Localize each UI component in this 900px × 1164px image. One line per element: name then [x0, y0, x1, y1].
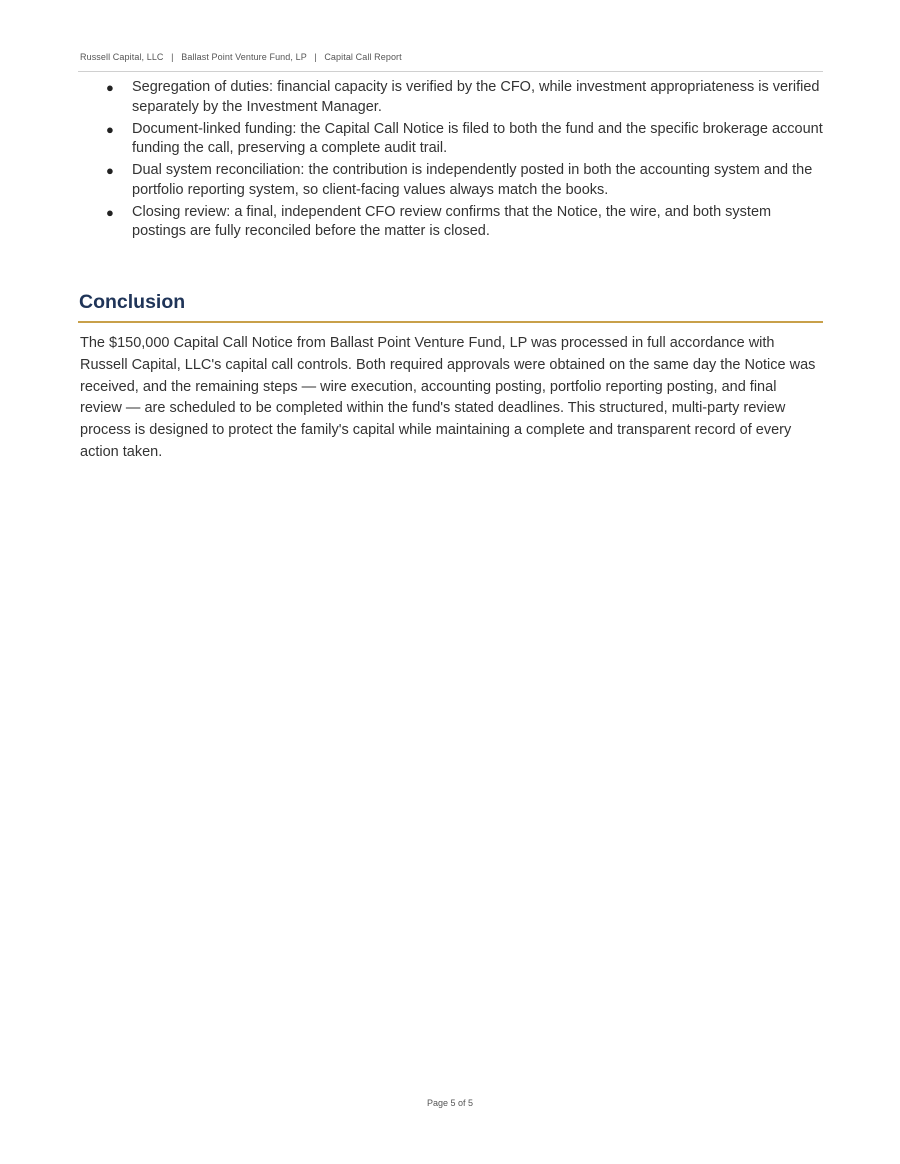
bullet-text: Document-linked funding: the Capital Call Notice is filed to both the fund and the specific brokerage account funding the call, preserving a complete audit trail. [132, 120, 823, 156]
bullet-icon: ● [106, 121, 114, 137]
header-separator: | [171, 52, 174, 62]
header-fund: Ballast Point Venture Fund, LP [181, 52, 307, 62]
bullet-item [80, 161, 825, 200]
bullet-icon: ● [106, 204, 114, 220]
header-divider [78, 71, 823, 72]
bullet-item [80, 203, 825, 242]
bullet-item [80, 120, 825, 159]
running-header [80, 52, 402, 62]
bullet-text: Segregation of duties: financial capacity is verified by the CFO, while investment appropriateness is verified separately by the Investment Manager. [132, 79, 820, 115]
header-separator: | [314, 52, 317, 62]
bullet-text: Closing review: a final, independent CFO review confirms that the Notice, the wire, and both system postings are fully reconciled before the matter is closed. [132, 203, 772, 239]
conclusion-heading: Conclusion [79, 291, 186, 313]
header-entity: Russell Capital, LLC [80, 52, 164, 62]
conclusion-paragraph: The $150,000 Capital Call Notice from Ballast Point Venture Fund, LP was processed in full accordance with Russell Capital, LLC's capital call controls. Both required approvals were obtained on the same day the Notice was received, and the remaining steps — wire execution, accounting posting, portfolio reporting posting, and final review — are scheduled to be completed within the fund's stated deadlines. This structured, multi-party review process is designed to protect the family's capital while maintaining a complete and transparent record of every action taken. [80, 335, 816, 460]
heading-underline [78, 321, 823, 323]
bullet-icon: ● [106, 80, 114, 95]
header-report: Capital Call Report [324, 52, 402, 62]
bullet-icon: ● [106, 163, 114, 178]
bullet-text: Dual system reconciliation: the contribution is independently posted in both the accounting system and the portfolio reporting system, so client-facing values always match the books. [132, 162, 813, 198]
bullet-item [80, 78, 825, 117]
controls-bullet-list [80, 78, 825, 244]
page-number: Page 5 of 5 [426, 1098, 474, 1108]
